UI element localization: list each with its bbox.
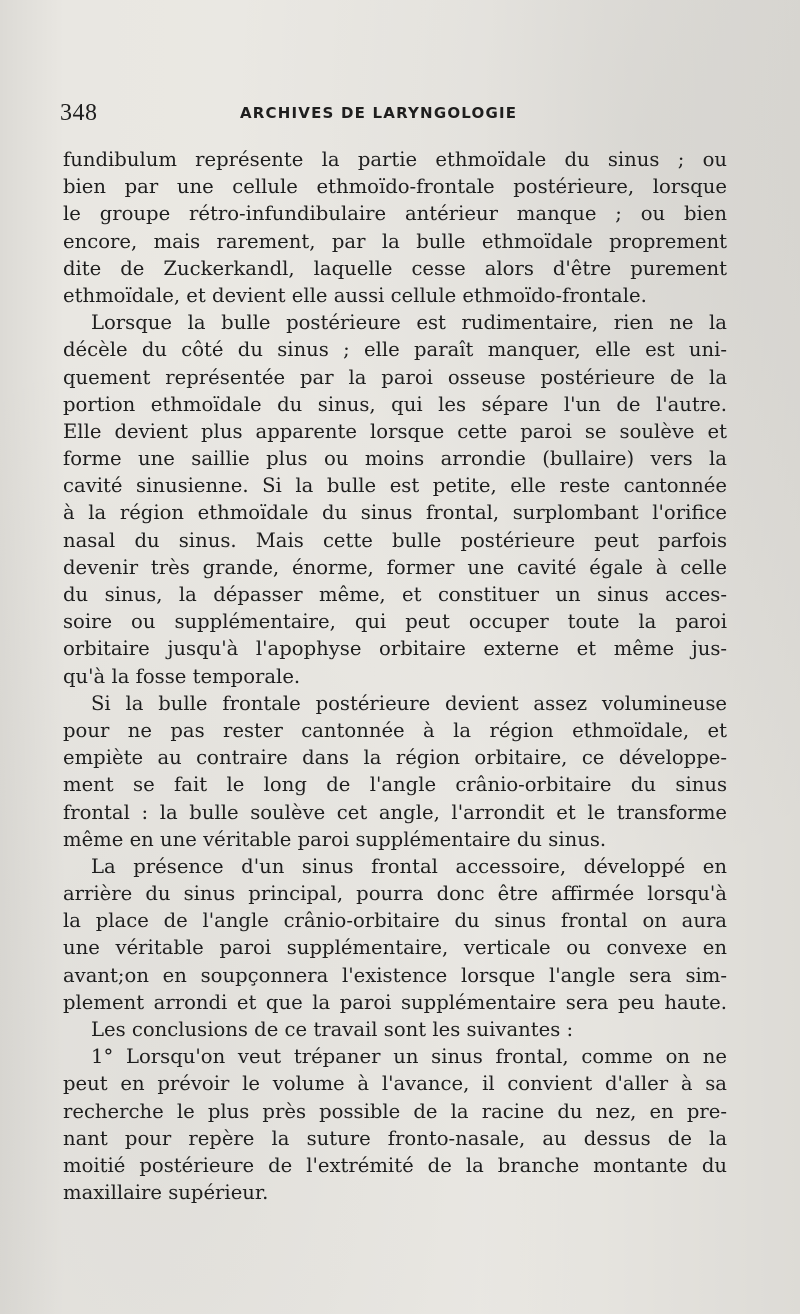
text-line: nant pour repère la suture fronto-nasale, au dessus de la (63, 1126, 727, 1150)
text-line: cavité sinusienne. Si la bulle est petite, elle reste cantonnée (63, 474, 727, 498)
text-line: une véritable paroi supplémentaire, verticale ou convexe en (63, 936, 727, 960)
body-text (63, 146, 727, 1206)
text-line: dite de Zuckerkandl, laquelle cesse alors d'être purement (63, 256, 727, 280)
text-line: soire ou supplémentaire, qui peut occuper toute la paroi (63, 610, 727, 634)
text-line: du sinus, la dépasser même, et constituer un sinus acces- (63, 583, 727, 606)
text-line: quement représentée par la paroi osseuse postérieure de la (63, 365, 727, 389)
text-line: maxillaire supérieur. (63, 1181, 269, 1205)
text-line: Lorsque la bulle postérieure est rudimentaire, rien ne la (91, 311, 727, 335)
text-line: portion ethmoïdale du sinus, qui les sépare l'un de l'autre. (63, 392, 727, 416)
text-line: empiète au contraire dans la région orbitaire, ce développe- (63, 746, 727, 770)
text-line: décèle du côté du sinus ; elle paraît manquer, elle est uni- (63, 338, 727, 362)
page-header (60, 100, 730, 130)
text-line: peut en prévoir le volume à l'avance, il convient d'aller à sa (63, 1072, 727, 1096)
text-line: Les conclusions de ce travail sont les suivantes : (91, 1018, 574, 1041)
text-line: nasal du sinus. Mais cette bulle postérieure peut parfois (63, 528, 727, 552)
text-line: la place de l'angle crânio-orbitaire du sinus frontal on aura (63, 909, 727, 933)
text-line: bien par une cellule ethmoïdo-frontale postérieure, lorsque (63, 175, 727, 199)
text-line: frontal : la bulle soulève cet angle, l'arrondit et le transforme (63, 800, 727, 824)
page-number: 348 (60, 100, 98, 126)
text-line: encore, mais rarement, par la bulle ethmoïdale proprement (63, 229, 727, 253)
text-line: avant;on en soupçonnera l'existence lorsque l'angle sera sim- (63, 963, 727, 987)
text-line: fundibulum représente la partie ethmoïdale du sinus ; ou (63, 148, 727, 171)
text-line: La présence d'un sinus frontal accessoire, développé en (91, 854, 727, 878)
text-line: même en une véritable paroi supplémentaire du sinus. (63, 827, 607, 851)
text-line: à la région ethmoïdale du sinus frontal, surplombant l'orifice (63, 501, 727, 525)
text-line: recherche le plus près possible de la racine du nez, en pre- (63, 1099, 727, 1123)
text-line: orbitaire jusqu'à l'apophyse orbitaire externe et même jus- (63, 637, 727, 661)
text-line: pour ne pas rester cantonnée à la région ethmoïdale, et (63, 718, 727, 742)
text-line: qu'à la fosse temporale. (63, 664, 301, 688)
text-line: Elle devient plus apparente lorsque cette paroi se soulève et (63, 419, 727, 443)
text-line: ethmoïdale, et devient elle aussi cellule ethmoïdo-frontale. (63, 283, 647, 307)
text-line: 1° Lorsqu'on veut trépaner un sinus frontal, comme on ne (91, 1045, 727, 1069)
text-line: Si la bulle frontale postérieure devient assez volumineuse (91, 691, 727, 715)
text-line: plement arrondi et que la paroi supplémentaire sera peu haute. (63, 990, 727, 1014)
text-line: arrière du sinus principal, pourra donc être affirmée lorsqu'à (63, 882, 727, 906)
text-line: ment se fait le long de l'angle crânio-orbitaire du sinus (63, 773, 727, 797)
running-head: ARCHIVES DE LARYNGOLOGIE (240, 104, 518, 122)
text-line: le groupe rétro-infundibulaire antérieur manque ; ou bien (63, 202, 727, 226)
text-line: moitié postérieure de l'extrémité de la branche montante du (63, 1153, 727, 1177)
text-line: devenir très grande, énorme, former une cavité égale à celle (63, 555, 727, 579)
text-line: forme une saillie plus ou moins arrondie (bullaire) vers la (63, 447, 727, 471)
